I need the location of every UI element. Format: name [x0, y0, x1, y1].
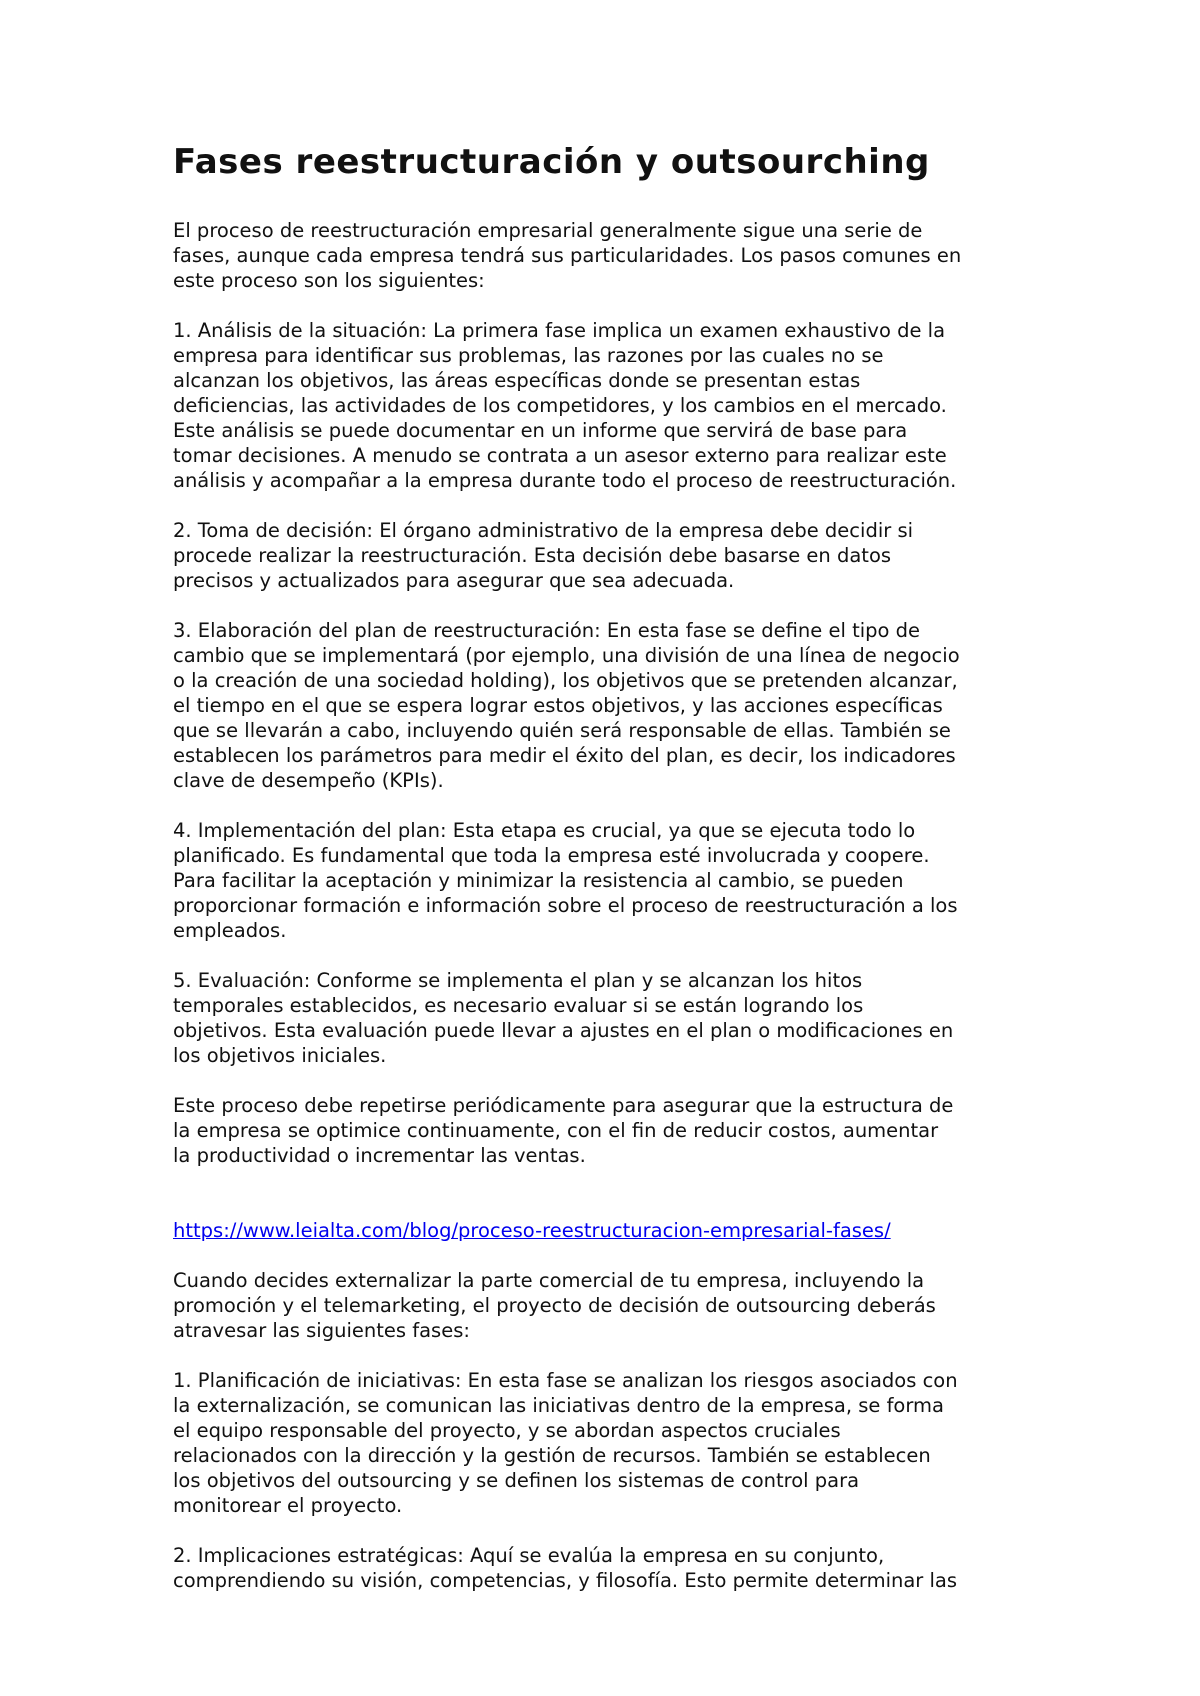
intro-paragraph: El proceso de reestructuración empresarial generalmente sigue una serie de fases, aunque cada empresa tendrá sus particularidades. Los pasos comunes en este proceso son los siguientes:	[173, 219, 962, 292]
closing-paragraph: Este proceso debe repetirse periódicamente para asegurar que la estructura de la empresa se optimice continuamente, con el fin de reducir costos, aumentar la productividad o incrementar las ventas.	[173, 1094, 954, 1167]
document-page	[173, 140, 1053, 1618]
phase-1-paragraph: 1. Análisis de la situación: La primera fase implica un examen exhaustivo de la empresa para identificar sus problemas, las razones por las cuales no se alcanzan los objetivos, las áreas específicas donde se presentan estas deficiencias, las actividades de los competidores, y los cambios en el mercado. Este análisis se puede documentar en un informe que servirá de base para tomar decisiones. A menudo se contrata a un asesor externo para realizar este análisis y acompañar a la empresa durante todo el proceso de reestructuración.	[173, 319, 957, 492]
outsourcing-phase-2-paragraph: 2. Implicaciones estratégicas: Aquí se evalúa la empresa en su conjunto, comprendiendo su visión, competencias, y filosofía. Esto permite determinar las	[173, 1544, 958, 1592]
outsourcing-phase-1-paragraph: 1. Planificación de iniciativas: En esta fase se analizan los riesgos asociados con la externalización, se comunican las iniciativas dentro de la empresa, se forma el equipo responsable del proyecto, y se abordan aspectos cruciales relacionados con la dirección y la gestión de recursos. También se establecen los objetivos del outsourcing y se definen los sistemas de control para monitorear el proyecto.	[173, 1369, 958, 1517]
source-link[interactable]: https://www.leialta.com/blog/proceso-reestructuracion-empresarial-fases/	[173, 1219, 891, 1242]
outsourcing-intro-paragraph: Cuando decides externalizar la parte comercial de tu empresa, incluyendo la promoción y el telemarketing, el proyecto de decisión de outsourcing deberás atravesar las siguientes fases:	[173, 1269, 936, 1342]
phase-4-paragraph: 4. Implementación del plan: Esta etapa es crucial, ya que se ejecuta todo lo planificado. Es fundamental que toda la empresa esté involucrada y coopere. Para facilitar la aceptación y minimizar la resistencia al cambio, se pueden proporcionar formación e información sobre el proceso de reestructuración a los empleados.	[173, 819, 958, 942]
phase-2-paragraph: 2. Toma de decisión: El órgano administrativo de la empresa debe decidir si procede realizar la reestructuración. Esta decisión debe basarse en datos precisos y actualizados para asegurar que sea adecuada.	[173, 519, 914, 592]
phase-5-paragraph: 5. Evaluación: Conforme se implementa el plan y se alcanzan los hitos temporales establecidos, es necesario evaluar si se están logrando los objetivos. Esta evaluación puede llevar a ajustes en el plan o modificaciones en los objetivos iniciales.	[173, 969, 954, 1067]
phase-3-paragraph: 3. Elaboración del plan de reestructuración: En esta fase se define el tipo de cambio que se implementará (por ejemplo, una división de una línea de negocio o la creación de una sociedad holding), los objetivos que se pretenden alcanzar, el tiempo en el que se espera lograr estos objetivos, y las acciones específicas que se llevarán a cabo, incluyendo quién será responsable de ellas. También se establecen los parámetros para medir el éxito del plan, es decir, los indicadores clave de desempeño (KPIs).	[173, 619, 960, 792]
page-title: Fases reestructuración y outsourching	[173, 142, 930, 182]
source-link-paragraph	[173, 1193, 1053, 1243]
